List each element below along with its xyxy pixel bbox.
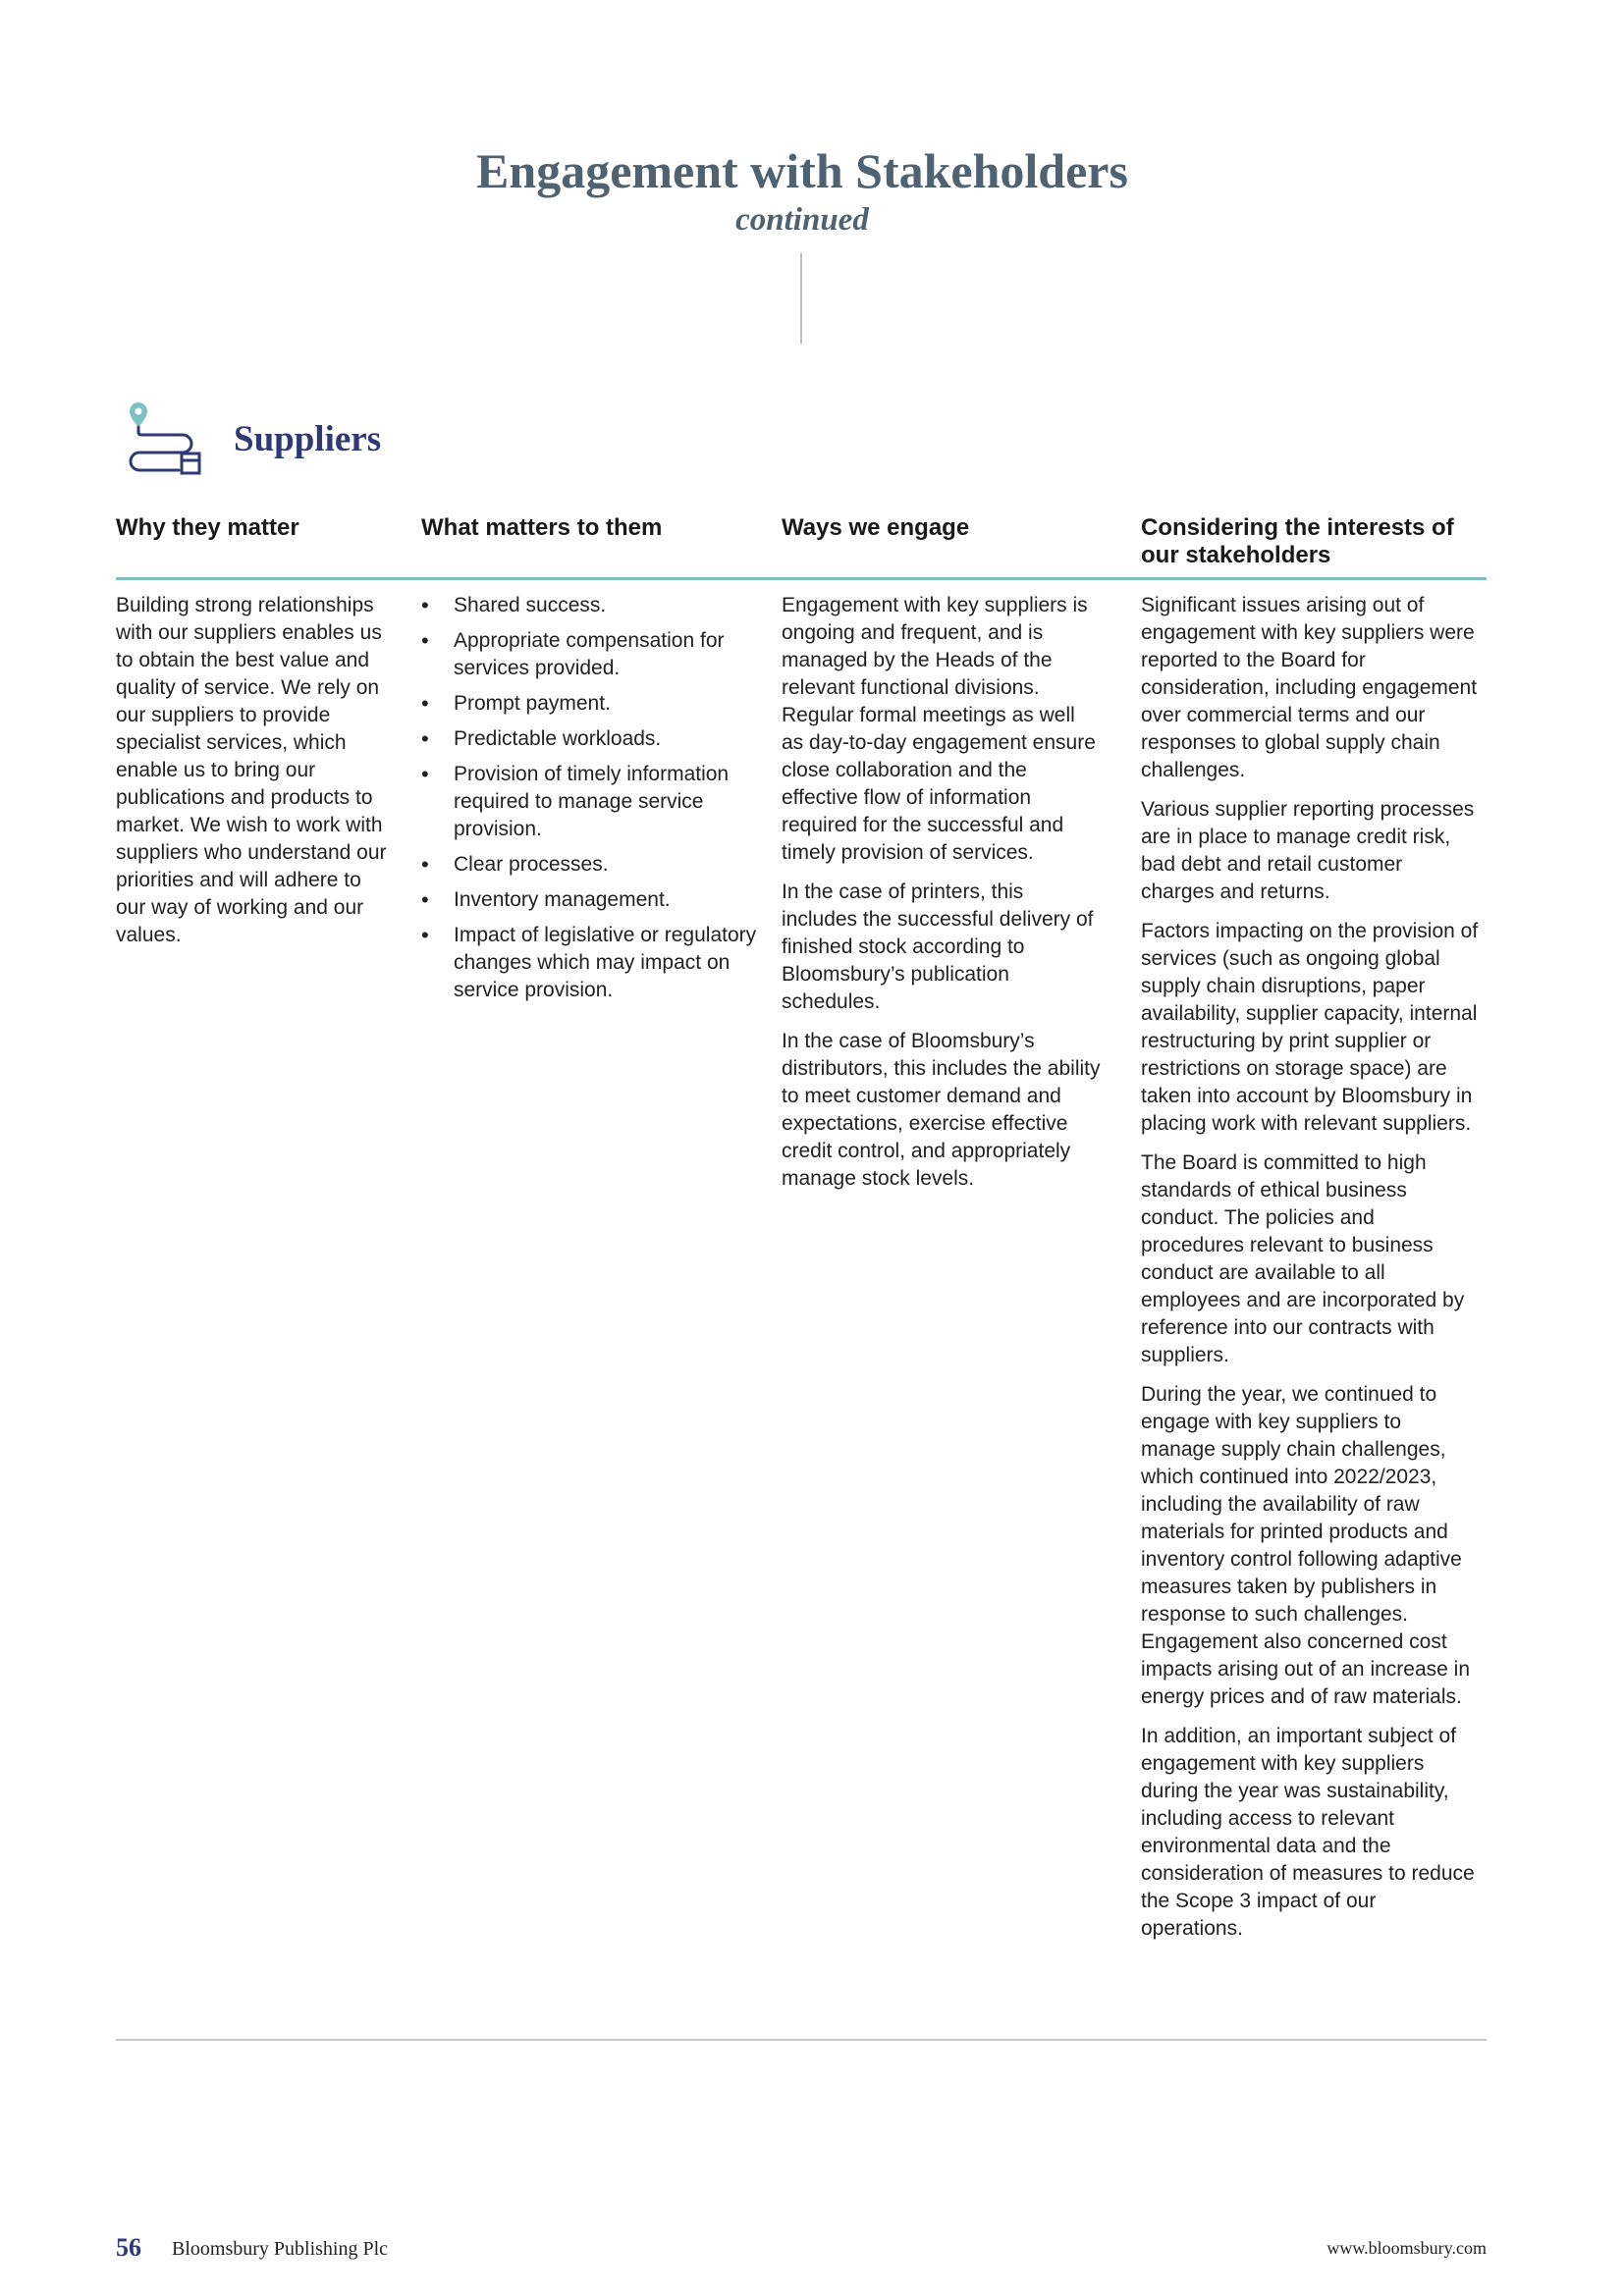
page-title: Engagement with Stakeholders: [476, 143, 1128, 198]
heading-why-they-matter: Why they matter: [116, 514, 299, 541]
list-item: • Shared success.: [421, 592, 760, 619]
heading-what-matters: What matters to them: [421, 514, 663, 541]
column-what-matters: [421, 592, 760, 1012]
list-item: • Predictable workloads.: [421, 725, 760, 753]
page-number: 56: [116, 2233, 141, 2262]
header-rule: [116, 577, 1487, 580]
page-header: [0, 141, 1604, 240]
considering-paragraph: During the year, we continued to engage with key suppliers to manage supply chain challenges, which continued into 2022/2023, including the availability of raw materials for printed products and inventory control following adaptive measures taken by publishers in response to such challenges. Engagement also concerned cost impacts arising out of an increase in energy prices and of raw materials.: [1141, 1383, 1471, 1708]
heading-considering-interests: Considering the interests of our stakeholders: [1141, 514, 1454, 568]
list-item: • Clear processes.: [421, 851, 760, 879]
column-considering-interests: [1141, 592, 1480, 1954]
header-divider: [800, 253, 802, 344]
ways-paragraph: In the case of printers, this includes the successful delivery of finished stock according to Bloomsbury’s publication schedules.: [782, 881, 1094, 1013]
footer-url: www.bloomsbury.com: [1326, 2238, 1487, 2258]
heading-ways-we-engage: Ways we engage: [782, 514, 970, 541]
considering-paragraph: In addition, an important subject of engagement with key suppliers during the year was sustainability, including access to relevant environmental data and the consideration of measures to reduce the Scope 3 impact of our operations.: [1141, 1725, 1475, 1940]
considering-paragraph: Significant issues arising out of engagement with key suppliers were reported to the Board for consideration, including engagement over commercial terms and our responses to global supply chain challenges.: [1141, 594, 1478, 781]
list-item: • Prompt payment.: [421, 690, 760, 718]
column-ways-we-engage: [782, 592, 1101, 1204]
list-item: • Impact of legislative or regulatory changes which may impact on service provision.: [421, 922, 760, 1004]
ways-paragraph: In the case of Bloomsbury’s distributors, this includes the ability to meet customer demand and expectations, exercise effective credit control, and appropriately manage stock levels.: [782, 1030, 1101, 1190]
route-box-icon: [120, 393, 210, 483]
ways-paragraph: Engagement with key suppliers is ongoing and frequent, and is managed by the Heads of the relevant functional divisions. Regular formal meetings as well as day-to-day engagement ensure close collaboration and the effective flow of information required for the successful and timely provision of services.: [782, 594, 1096, 864]
list-item: • Inventory management.: [421, 886, 760, 914]
section-title: Suppliers: [234, 419, 382, 459]
list-item: • Appropriate compensation for services provided.: [421, 627, 760, 682]
page-subtitle: continued: [735, 202, 869, 238]
section-header: [120, 393, 709, 483]
considering-paragraph: Various supplier reporting processes are in place to manage credit risk, bad debt and retail customer charges and returns.: [1141, 798, 1475, 903]
why-paragraph: Building strong relationships with our suppliers enables us to obtain the best value and quality of service. We rely on our suppliers to provide specialist services, which enable us to bring our publications and products to market. We wish to work with suppliers who understand our priorities and will adhere to our way of working and our values.: [116, 594, 387, 946]
what-matters-list: [421, 592, 760, 1004]
table-bottom-rule: [116, 2039, 1487, 2041]
considering-paragraph: Factors impacting on the provision of services (such as ongoing global supply chain disruptions, paper availability, supplier capacity, internal restructuring by print supplier or restrictions on storage space) are taken into account by Bloomsbury in placing work with relevant suppliers.: [1141, 920, 1479, 1135]
considering-paragraph: The Board is committed to high standards of ethical business conduct. The policies and procedures relevant to business conduct are available to all employees and are incorporated by reference into our contracts with suppliers.: [1141, 1151, 1465, 1366]
footer-company: Bloomsbury Publishing Plc: [172, 2238, 389, 2260]
list-item: • Provision of timely information required to manage service provision.: [421, 761, 760, 843]
column-why-they-matter: [116, 592, 396, 961]
